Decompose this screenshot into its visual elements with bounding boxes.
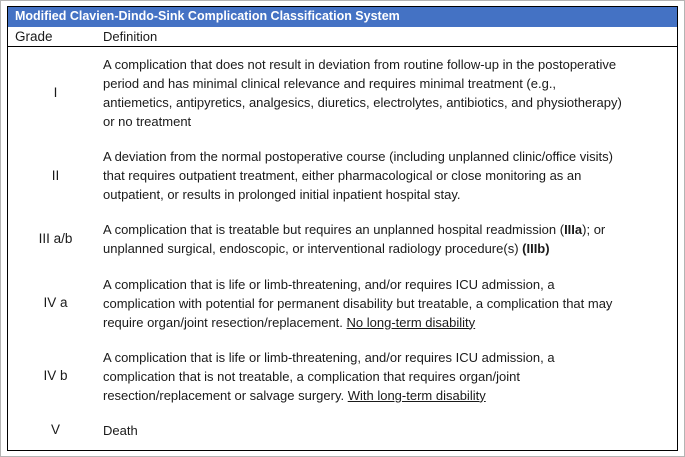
grade-cell: IV b xyxy=(43,368,68,384)
definition-text-segment: A complication that is treatable but requires an unplanned hospital readmission ( xyxy=(103,222,565,238)
definition-cell xyxy=(103,55,665,131)
table-body xyxy=(8,47,677,450)
definition-column-header: Definition xyxy=(103,29,158,44)
definition-text-segment: No long-term disability xyxy=(346,314,476,330)
table-title: Modified Clavien-Dindo-Sink Complication Classification System xyxy=(8,7,677,27)
definition-text-segment: A deviation from the normal postoperative course (including unplanned clinic/office visits) that requires outpatient treatment, either pharmacological or close monitoring as an outpatient, or results in prolonged initial inpatient hospital stay. xyxy=(103,149,613,203)
definition-cell xyxy=(103,275,665,332)
grade-cell: IV a xyxy=(43,295,68,311)
definition-cell xyxy=(103,348,665,405)
table-row xyxy=(8,141,677,210)
definition-text-segment: A complication that does not result in deviation from routine follow-up in the postoperative period and has minimal clinical relevance and requires minimal treatment (e.g., antiemetics, antipyretics, analgesics, diuretics, electrolytes, antibiotics, and physiotherapy) or no treatment xyxy=(103,57,622,129)
definition-text-segment: Death xyxy=(103,422,138,438)
grade-cell: I xyxy=(53,85,58,100)
table-row xyxy=(8,49,677,137)
definition-text-segment: (IIIb) xyxy=(522,241,550,257)
grade-cell: V xyxy=(50,422,60,438)
definition-text-segment: IIIa xyxy=(564,222,583,238)
definition-text-segment: A complication that is life or limb-threatening, and/or requires ICU admission, a complication with potential for permanent disability but treatable, a complication that may require organ/joint resection/replacement. xyxy=(103,276,613,330)
definition-text-segment: ); or unplanned surgical, endoscopic, or interventional radiology procedure(s) xyxy=(103,222,606,257)
grade-column-header: Grade xyxy=(15,28,53,44)
definition-cell xyxy=(103,147,665,204)
table-row xyxy=(8,342,677,411)
definition-text-segment: With long-term disability xyxy=(347,387,486,403)
table-row xyxy=(8,415,677,446)
grade-cell: III a/b xyxy=(38,231,73,247)
definition-cell xyxy=(103,421,665,440)
table-row xyxy=(8,269,677,338)
complication-classification-table xyxy=(7,6,678,451)
definition-text-segment: A complication that is life or limb-threatening, and/or requires ICU admission, a complication that is not treatable, a complication that requires organ/joint resection/replacement or salvage surgery. xyxy=(103,349,555,403)
definition-cell xyxy=(103,220,665,258)
table-row xyxy=(8,214,677,264)
grade-cell: II xyxy=(51,167,60,183)
column-header-row xyxy=(8,27,677,47)
